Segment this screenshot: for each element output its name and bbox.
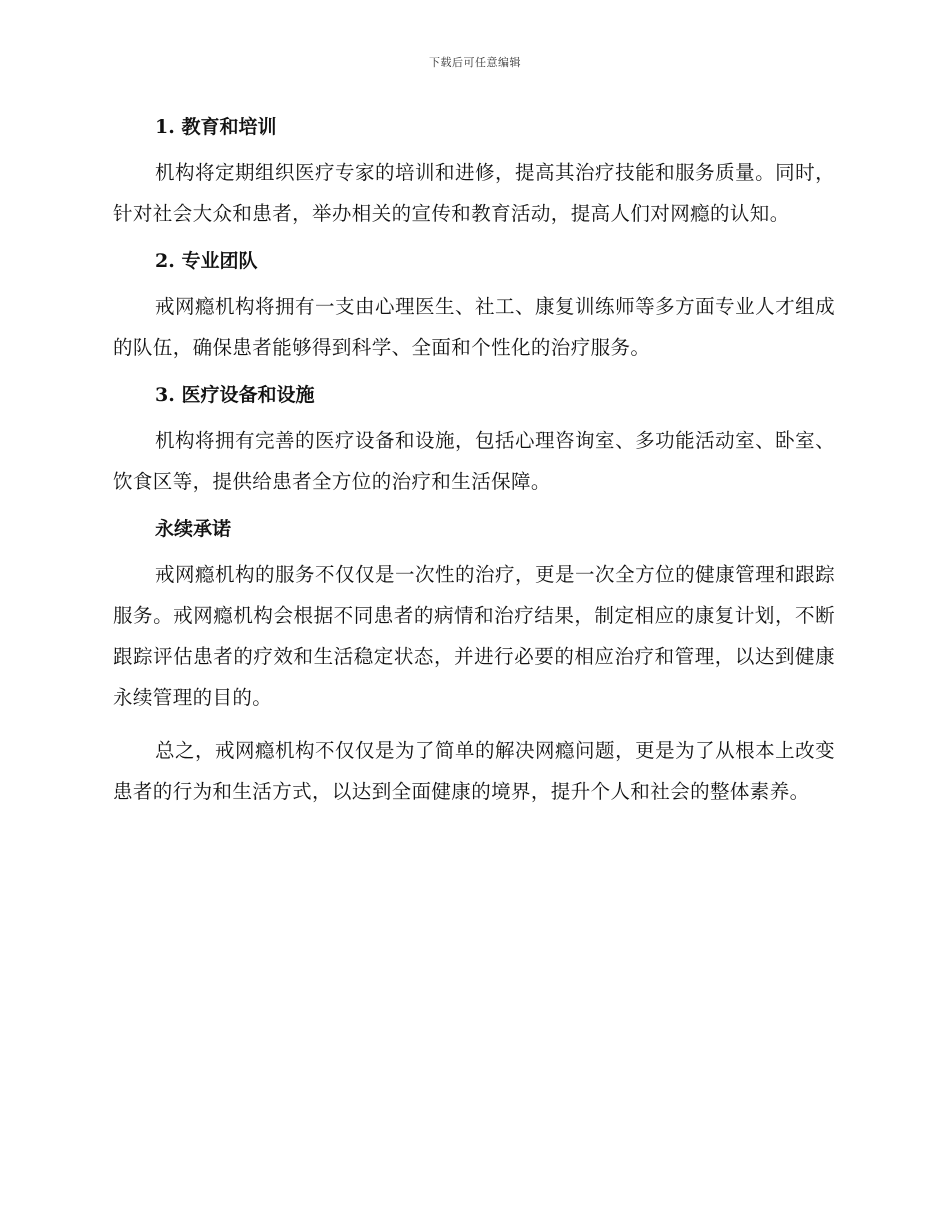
- paragraph-team: 戒网瘾机构将拥有一支由心理医生、社工、康复训练师等多方面专业人才组成的队伍，确保患者能够得到科学、全面和个性化的治疗服务。: [113, 295, 835, 359]
- header-note: 下载后可任意编辑: [429, 56, 521, 69]
- section-heading-team: 2. 专业团队: [155, 250, 258, 272]
- paragraph-facilities: 机构将拥有完善的医疗设备和设施，包括心理咨询室、多功能活动室、卧室、饮食区等，提供给患者全方位的治疗和生活保障。: [113, 429, 835, 493]
- document-body: [113, 112, 835, 812]
- paragraph-conclusion: 总之，戒网瘾机构不仅仅是为了简单的解决网瘾问题，更是为了从根本上改变患者的行为和生活方式，以达到全面健康的境界，提升个人和社会的整体素养。: [113, 739, 835, 803]
- section-heading-commitment: 永续承诺: [155, 518, 232, 540]
- section-heading-education: 1. 教育和培训: [155, 116, 277, 138]
- section-heading-facilities: 3. 医疗设备和设施: [155, 384, 315, 406]
- paragraph-education: 机构将定期组织医疗专家的培训和进修，提高其治疗技能和服务质量。同时，针对社会大众和患者，举办相关的宣传和教育活动，提高人们对网瘾的认知。: [113, 161, 835, 225]
- paragraph-commitment: 戒网瘾机构的服务不仅仅是一次性的治疗，更是一次全方位的健康管理和跟踪服务。戒网瘾机构会根据不同患者的病情和治疗结果，制定相应的康复计划，不断跟踪评估患者的疗效和生活稳定状态，并进行必要的相应治疗和管理，以达到健康永续管理的目的。: [113, 563, 835, 709]
